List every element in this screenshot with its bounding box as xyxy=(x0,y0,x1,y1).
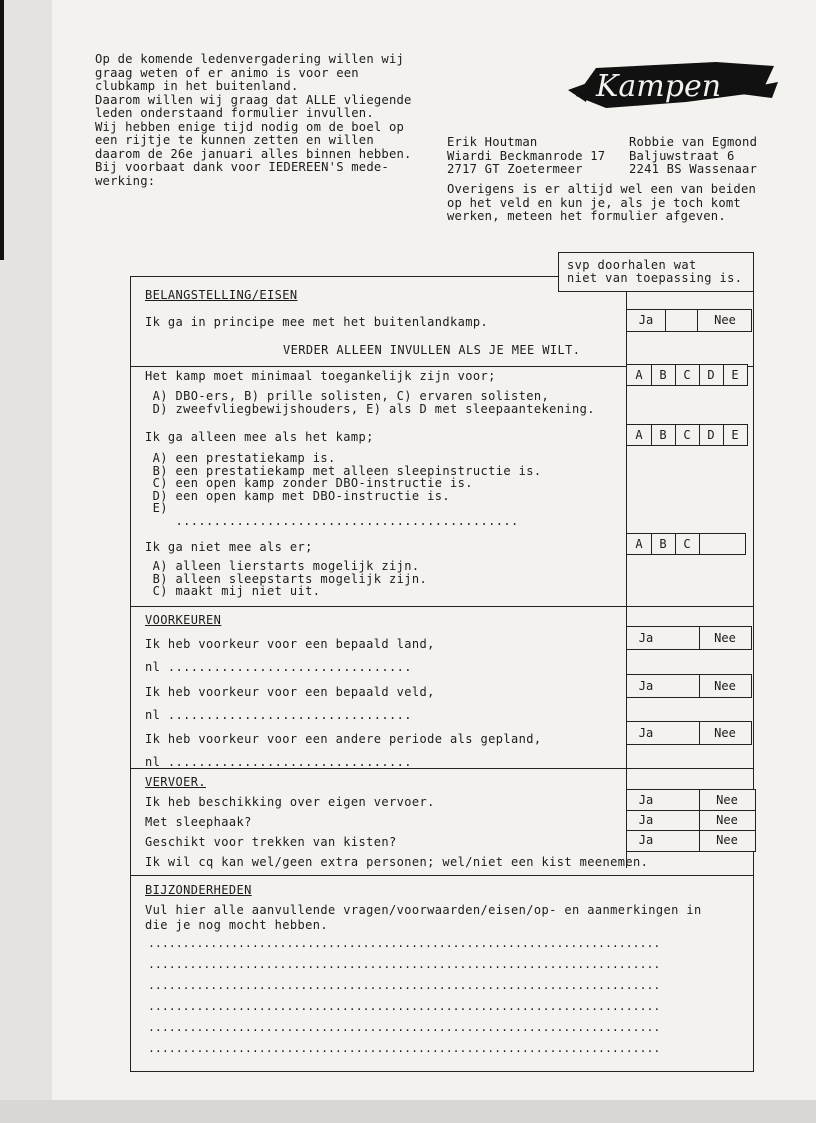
contact-1-city: 2717 GT Zoetermeer xyxy=(447,162,583,176)
q2-options: A) DBO-ers, B) prille solisten, C) ervaren solisten, D) zweefvliegbewijshouders, E) als D met sleepaantekening. xyxy=(152,389,595,416)
vv3-nee[interactable]: Nee xyxy=(716,833,738,847)
contact-1-street: Wiardi Beckmanrode 17 xyxy=(447,148,606,163)
vv3-text: Geschikt voor trekken van kisten? xyxy=(145,835,397,849)
q4-letter-boxes[interactable] xyxy=(626,533,746,555)
q2-text: Het kamp moet minimaal toegankelijk zijn voor; xyxy=(145,369,496,383)
v2-answer-box[interactable] xyxy=(626,674,752,698)
q2-B[interactable]: B xyxy=(659,368,667,382)
vv2-nee[interactable]: Nee xyxy=(716,813,738,827)
v1-nee[interactable]: Nee xyxy=(714,631,736,645)
q2-D[interactable]: D xyxy=(707,368,715,382)
q4-B[interactable]: B xyxy=(659,537,667,551)
verder-text: VERDER ALLEEN INVULLEN ALS JE MEE WILT. xyxy=(283,343,581,357)
vervoer-answer-boxes[interactable] xyxy=(626,789,756,852)
divider-4 xyxy=(130,875,754,876)
q4-text: Ik ga niet mee als er; xyxy=(145,540,313,554)
vv2-text: Met sleephaak? xyxy=(145,815,252,829)
contact-2-city: 2241 BS Wassenaar xyxy=(629,162,758,176)
belangstelling-heading: BELANGSTELLING/EISEN xyxy=(145,288,298,302)
q3-text: Ik ga alleen mee als het kamp; xyxy=(145,430,374,444)
q1-sep1 xyxy=(665,310,666,331)
vv1-nee[interactable]: Nee xyxy=(716,793,738,807)
q1-answer-box[interactable] xyxy=(626,309,752,332)
bijzonder-line-4[interactable]: .......................................................................... xyxy=(148,999,661,1013)
v2-nee[interactable]: Nee xyxy=(714,679,736,693)
bijzonder-line-3[interactable]: .......................................................................... xyxy=(148,978,661,992)
bijzonder-line-6[interactable]: .......................................................................... xyxy=(148,1041,661,1055)
strike-note: svp doorhalen wat niet van toepassing is. xyxy=(567,258,743,285)
q1-nee[interactable]: Nee xyxy=(714,313,736,327)
bijzonder-heading: BIJZONDERHEDEN xyxy=(145,883,252,897)
overigens-text: Overigens is er altijd wel een van beiden op het veld en kun je, als je toch komt werken, meteen het formulier afgeven. xyxy=(447,182,757,223)
voorkeuren-heading: VOORKEUREN xyxy=(145,613,222,627)
vv1-text: Ik heb beschikking over eigen vervoer. xyxy=(145,795,435,809)
v3-nee[interactable]: Nee xyxy=(714,726,736,740)
q4-C[interactable]: C xyxy=(683,537,691,551)
v1-answer-box[interactable] xyxy=(626,626,752,650)
q1-ja[interactable]: Ja xyxy=(638,313,654,327)
q2-letter-boxes[interactable] xyxy=(626,364,748,386)
intro-text: Op de komende ledenvergadering willen wij graag weten of er animo is voor een clubkamp in het buitenland. Daarom willen wij graag dat ALLE vliegende leden onderstaand formulier invullen. Wij hebben enige tijd nodig om de boel op een rijtje te kunnen zetten en willen daarom de 26e januari alles binnen hebben. Bij voorbaat dank voor IEDEREEN'S mede- werking: xyxy=(95,52,412,188)
contact-1-name: Erik Houtman xyxy=(447,135,538,149)
q4-options: A) alleen lierstarts mogelijk zijn. B) alleen sleepstarts mogelijk zijn. C) maakt mij niet uit. xyxy=(152,559,428,598)
q2-A[interactable]: A xyxy=(635,368,643,382)
vv1-ja[interactable]: Ja xyxy=(638,793,654,807)
contact-2-name: Robbie van Egmond xyxy=(629,135,758,149)
v1-ja[interactable]: Ja xyxy=(638,631,654,645)
strike-note-box xyxy=(558,252,754,292)
contact-1 xyxy=(447,136,605,177)
vervoer-heading: VERVOER. xyxy=(145,775,206,789)
q4-A[interactable]: A xyxy=(635,537,643,551)
bijzonder-text: Vul hier alle aanvullende vragen/voorwaarden/eisen/op- en aanmerkingen in die je nog mocht hebben. xyxy=(145,903,702,932)
page-bottom-edge xyxy=(0,1100,816,1123)
q2-C[interactable]: C xyxy=(683,368,691,382)
q3-A[interactable]: A xyxy=(635,428,643,442)
v3-text: Ik heb voorkeur voor een andere periode als gepland, nl ................................ xyxy=(145,732,542,769)
logo-text: Kampen xyxy=(596,69,722,104)
vv3-ja[interactable]: Ja xyxy=(638,833,654,847)
vv4-text: Ik wil cq kan wel/geen extra personen; wel/niet een kist meenemen. xyxy=(145,855,649,869)
kampen-logo xyxy=(566,52,780,116)
q3-E[interactable]: E xyxy=(731,428,739,442)
bijzonder-line-1[interactable]: .......................................................................... xyxy=(148,936,661,950)
bijzonder-line-2[interactable]: .......................................................................... xyxy=(148,957,661,971)
q3-C[interactable]: C xyxy=(683,428,691,442)
q1-text: Ik ga in principe mee met het buitenlandkamp. xyxy=(145,315,489,329)
q3-letter-boxes[interactable] xyxy=(626,424,748,446)
vv2-ja[interactable]: Ja xyxy=(638,813,654,827)
v3-answer-box[interactable] xyxy=(626,721,752,745)
q4-sep-c xyxy=(699,534,700,554)
page-binding xyxy=(0,0,52,1123)
q3-D[interactable]: D xyxy=(707,428,715,442)
v2-ja[interactable]: Ja xyxy=(638,679,654,693)
binding-edge xyxy=(0,0,4,260)
v3-ja[interactable]: Ja xyxy=(638,726,654,740)
q2-E[interactable]: E xyxy=(731,368,739,382)
contact-2 xyxy=(629,136,757,177)
divider-2 xyxy=(130,606,754,607)
bijzonder-line-5[interactable]: .......................................................................... xyxy=(148,1020,661,1034)
v1-text: Ik heb voorkeur voor een bepaald land, nl ................................ xyxy=(145,637,435,674)
q3-B[interactable]: B xyxy=(659,428,667,442)
contact-2-street: Baljuwstraat 6 xyxy=(629,148,735,163)
v2-text: Ik heb voorkeur voor een bepaald veld, nl ................................ xyxy=(145,685,435,722)
q3-options: A) een prestatiekamp is. B) een prestatiekamp met alleen sleepinstructie is. C) een open kamp zonder DBO-instructie is. D) een open kamp met DBO-instructie is. E) ............................................. xyxy=(152,451,542,528)
